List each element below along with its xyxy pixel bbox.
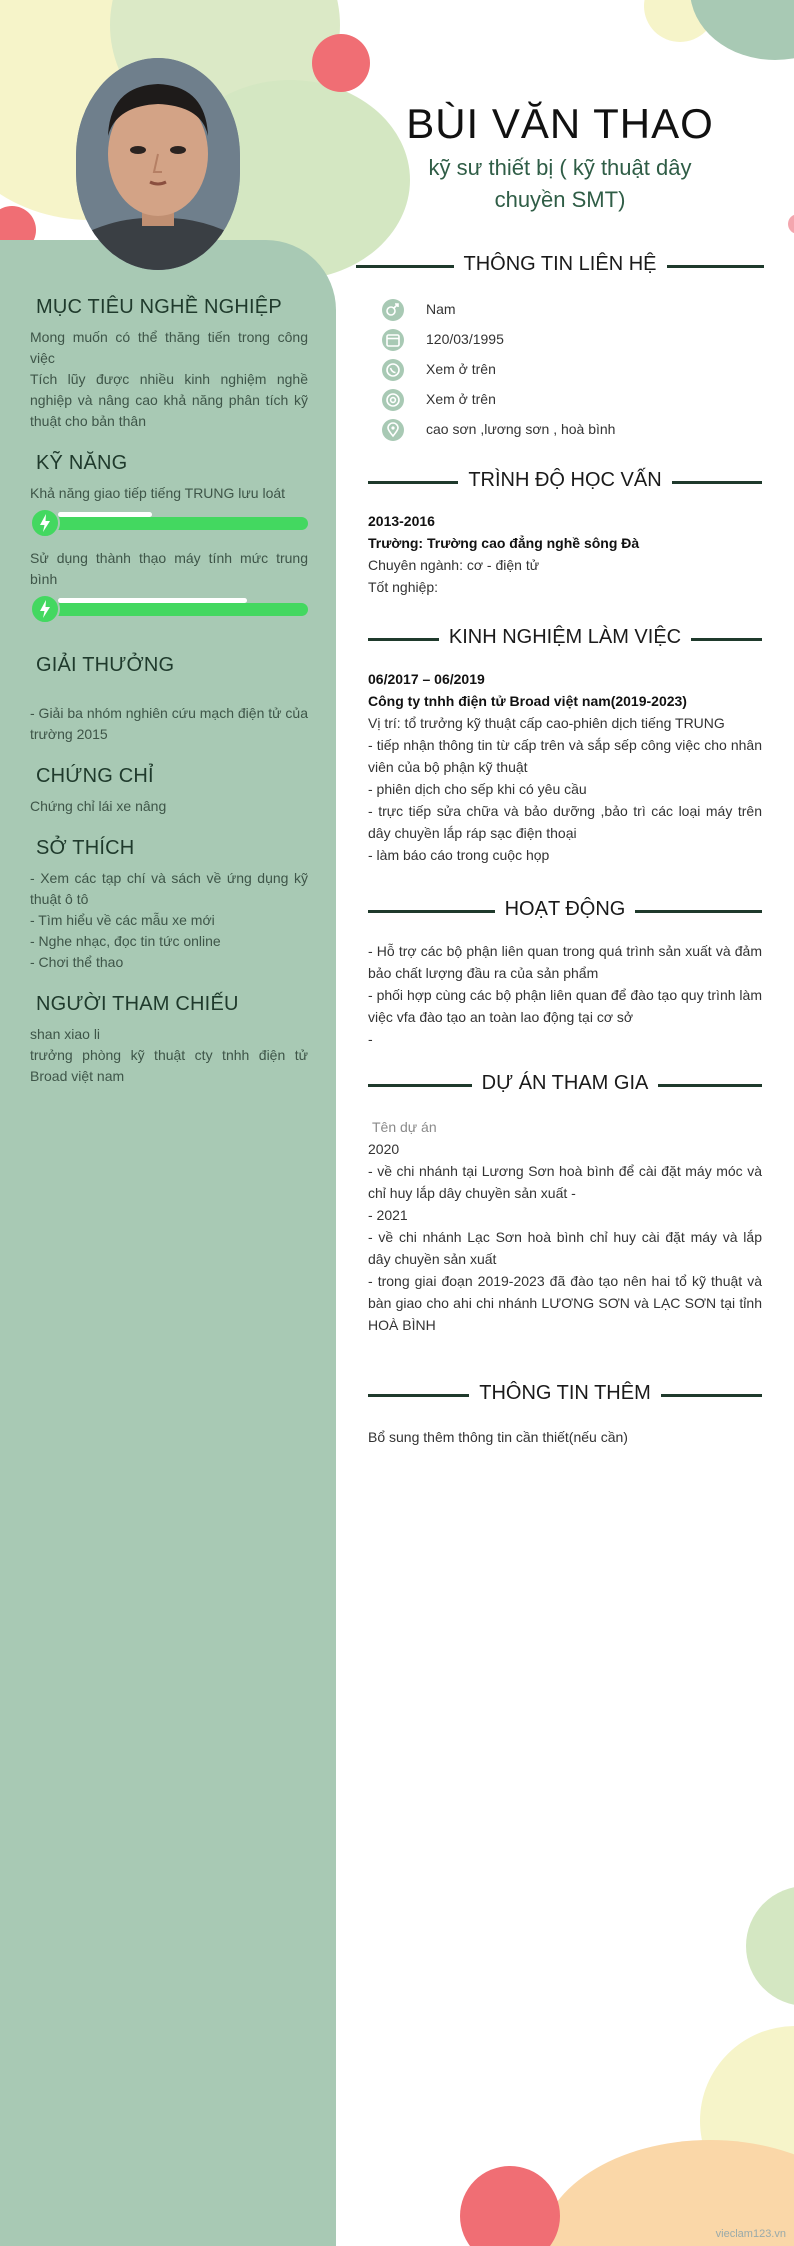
skill-label: Khả năng giao tiếp tiếng TRUNG lưu loát [30,485,286,501]
education-major: Chuyên ngành: cơ - điện tử [368,557,540,573]
bolt-icon [30,594,60,624]
experience-line: - phiên dịch cho sếp khi có yêu cầu [368,781,587,797]
skill-bar [30,594,308,624]
project-line: - trong giai đoạn 2019-2023 đã đào tạo nên hai tổ kỹ thuật và bàn giao cho ahi chi nhánh LƯƠNG SƠN và LẠC SƠN tại tỉnh HOÀ BÌNH [368,1273,762,1333]
experience-period: 06/2017 – 06/2019 [368,671,485,687]
education-period: 2013-2016 [368,513,435,529]
deco-circle-coral-top [312,34,370,92]
contact-birthday: 120/03/1995 [426,331,504,347]
award-line: - Giải ba nhóm nghiên cứu mạch điện tử của trường 2015 [30,705,308,742]
skill-bar-track [42,517,308,530]
experience-line: - tiếp nhận thông tin từ cấp trên và sắp sếp công việc cho nhân viên của bộ phận kỹ thuật [368,737,762,775]
activity-line: - Hỗ trợ các bộ phận liên quan trong quá trình sản xuất và đảm bảo chất lượng đầu ra của sản phẩm [368,943,762,981]
skills-title: KỸ NĂNG [36,452,128,474]
experience-line: Vị trí: tổ trưởng kỹ thuật cấp cao-phiên dịch tiếng TRUNG [368,715,725,731]
education-header [368,467,762,497]
certificates-title: CHỨNG CHỈ [36,765,154,787]
experience-company: Công ty tnhh điện tử Broad việt nam(2019-2023) [368,693,687,709]
experience-line: - làm báo cáo trong cuộc họp [368,847,550,863]
experience-title: KINH NGHIỆM LÀM VIỆC [439,626,691,648]
project-line: 2020 [368,1141,400,1157]
contact-title: THÔNG TIN LIÊN HỆ [454,253,667,275]
skill-label: Sử dụng thành thạo máy tính mức trung bình [30,550,308,587]
project-line: - về chi nhánh Lạc Sơn hoà bình chỉ huy cài đặt máy và lắp dây chuyền sản xuất [368,1229,762,1267]
activity-line: - [368,1031,373,1047]
additional-text: Bổ sung thêm thông tin cần thiết(nếu cần) [368,1429,628,1445]
contact-address: cao sơn ,lương sơn , hoà bình [426,421,616,437]
certificate-line: Chứng chỉ lái xe nâng [30,798,167,814]
hobbies-title: SỞ THÍCH [36,837,135,859]
deco-blob-sage-topright [690,0,794,60]
phone-icon [382,359,404,381]
project-line: - 2021 [368,1207,408,1223]
projects-title: DỰ ÁN THAM GIA [472,1072,659,1094]
reference-line: trưởng phòng kỹ thuật cty tnhh điện tử Broad việt nam [30,1047,308,1084]
deco-circle-coral-bottom [460,2166,560,2246]
reference-line: shan xiao li [30,1026,101,1042]
avatar [76,58,240,270]
awards-title: GIẢI THƯỞNG [36,654,175,676]
skill-bar [30,508,308,538]
activities-header [368,896,762,926]
objective-section [30,296,308,432]
objective-line: Tích lũy được nhiều kinh nghiệm nghề nghiệp và nâng cao khả năng phân tích kỹ thuật cho bản thân [30,371,308,429]
skill-bar-fill [58,598,247,603]
contact-phone: Xem ở trên [426,361,496,377]
certificates-section [30,765,308,817]
deco-circle-pink-right [788,214,794,234]
awards-section [30,654,308,745]
education-school: Trường: Trường cao đẳng nghề sông Đà [368,535,640,551]
activity-line: - phối hợp cùng các bộ phận liên quan để đào tạo quy trình làm việc vfa đào tạo an toàn lao động tại cơ sở [368,987,762,1025]
sidebar-content [30,296,308,1107]
references-title: NGƯỜI THAM CHIẾU [36,993,239,1015]
email-icon [382,389,404,411]
experience-line: - trực tiếp sửa chữa và bảo dưỡng ,bảo trì các loại máy trên dây chuyền lắp ráp sạc điện thoại [368,803,762,841]
experience-body [368,668,762,866]
contact-email: Xem ở trên [426,391,496,407]
projects-body [368,1116,762,1336]
skill-bar-track [42,603,308,616]
gender-icon [382,299,404,321]
calendar-icon [382,329,404,351]
hobby-line: - Tìm hiểu về các mẫu xe mới [30,912,215,928]
objective-title: MỤC TIÊU NGHỀ NGHIỆP [36,296,282,318]
watermark: vieclam123.vn [715,2228,786,2240]
candidate-role: kỹ sư thiết bị ( kỹ thuật dây chuyền SMT) [428,155,692,212]
bolt-icon [30,508,60,538]
education-body [368,510,762,598]
skill-item [30,548,308,624]
deco-blob-green-bottom [746,1886,794,2006]
additional-title: THÔNG TIN THÊM [469,1382,660,1404]
additional-body [368,1426,762,1448]
activities-title: HOẠT ĐỘNG [495,898,636,920]
skill-bar-fill [58,512,152,517]
candidate-name: BÙI VĂN THAO [406,100,714,147]
contact-header [356,251,764,281]
contact-gender: Nam [426,301,456,317]
education-graduation: Tốt nghiệp: [368,579,439,595]
activities-body [368,940,762,1050]
hobbies-section [30,837,308,973]
project-name: Tên dự án [372,1119,437,1135]
experience-header [368,624,762,654]
skills-section [30,452,308,624]
hobby-line: - Xem các tạp chí và sách về ứng dụng kỹ thuật ô tô [30,870,308,907]
project-line: - về chi nhánh tại Lương Sơn hoà bình để cài đặt máy móc và chỉ huy lắp dây chuyền sản xuất - [368,1163,762,1201]
additional-header [368,1380,762,1410]
skill-item [30,483,308,538]
objective-line: Mong muốn có thể thăng tiến trong công việc [30,329,308,366]
education-title: TRÌNH ĐỘ HỌC VẤN [458,469,671,491]
hobby-line: - Chơi thể thao [30,954,124,970]
projects-header [368,1070,762,1100]
avatar-photo [76,58,240,270]
hobby-line: - Nghe nhạc, đọc tin tức online [30,933,221,949]
location-icon [382,419,404,441]
references-section [30,993,308,1087]
